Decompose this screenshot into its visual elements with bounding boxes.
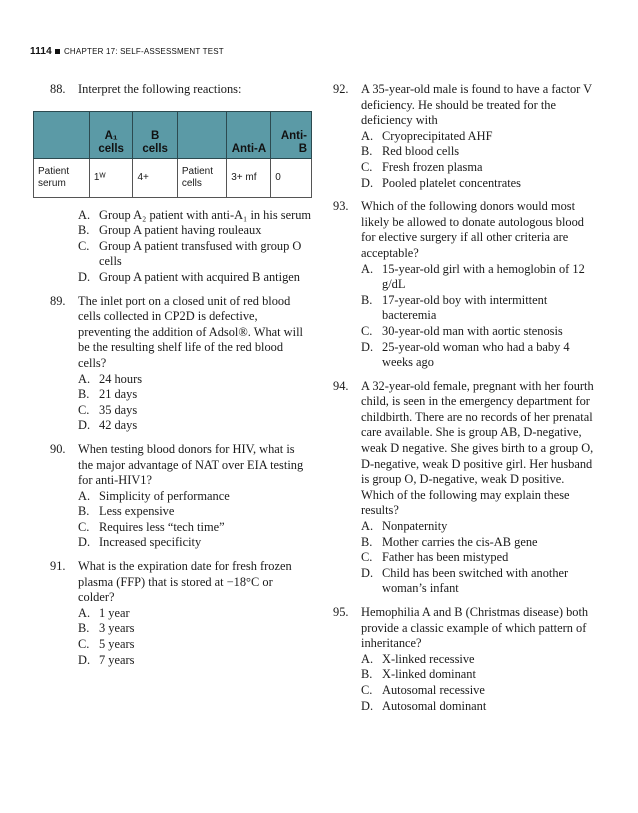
answer-option: [50, 637, 312, 653]
option-letter: D.: [78, 269, 91, 284]
option-text: 21 days: [99, 387, 138, 402]
option-text: 5 years: [99, 637, 135, 652]
bullet-square-icon: [55, 49, 60, 54]
table-header-cell: [34, 111, 90, 158]
option-text: Cryoprecipitated AHF: [382, 128, 493, 143]
question-item: [50, 442, 312, 551]
option-letter: D.: [361, 339, 374, 354]
table-cell: Patient cells: [177, 158, 226, 197]
chapter-title: CHAPTER 17: SELF-ASSESSMENT TEST: [63, 47, 224, 56]
answer-option: [50, 606, 312, 622]
option-text: 1 year: [99, 605, 130, 620]
option-letter: D.: [361, 175, 374, 190]
answer-option: [333, 144, 598, 160]
option-letter: C.: [78, 238, 90, 253]
question-text: Which of the following donors would most likely be allowed to donate autologous blood for elective surgery if all other criteria are acceptable?: [361, 199, 584, 260]
option-letter: C.: [78, 402, 90, 417]
question-item: [333, 199, 598, 371]
right-column: [333, 82, 598, 722]
option-text: Simplicity of performance: [99, 488, 230, 503]
answer-option: [333, 340, 598, 371]
option-text: Nonpaternity: [382, 519, 448, 534]
answer-option: [50, 403, 312, 419]
option-text: Autosomal recessive: [382, 682, 485, 697]
option-letter: A.: [361, 128, 374, 143]
answer-option: [333, 160, 598, 176]
question-item: [50, 294, 312, 434]
question-number: 93.: [333, 199, 349, 214]
option-letter: B.: [361, 534, 373, 549]
option-letter: B.: [78, 223, 90, 238]
option-letter: C.: [361, 323, 373, 338]
table-header-row: [34, 111, 312, 158]
answer-option: [333, 535, 598, 551]
table-header-cell: A₁ cells: [89, 111, 133, 158]
option-text: 30-year-old man with aortic stenosis: [382, 323, 563, 338]
option-letter: B.: [78, 504, 90, 519]
table-row: [34, 158, 312, 197]
table-cell: 4+: [133, 158, 177, 197]
option-letter: C.: [361, 550, 373, 565]
question-text: Interpret the following reactions:: [78, 82, 242, 96]
option-text: Requires less “tech time”: [99, 519, 225, 534]
option-text: X-linked recessive: [382, 651, 475, 666]
option-text: 25-year-old woman who had a baby 4 weeks ago: [382, 339, 570, 370]
question-stem: [50, 442, 312, 489]
answer-option: [333, 667, 598, 683]
option-letter: B.: [78, 621, 90, 636]
option-text: 3 years: [99, 621, 135, 636]
answer-option: [50, 223, 312, 239]
option-letter: A.: [361, 651, 374, 666]
question-text: Hemophilia A and B (Christmas disease) both provide a classic example of which pattern of inheritance?: [361, 605, 589, 651]
answer-option: [50, 387, 312, 403]
question-number: 94.: [333, 378, 349, 393]
question-item: [50, 559, 312, 668]
option-text: Less expensive: [99, 504, 175, 519]
option-letter: C.: [78, 637, 90, 652]
table-header-cell: Anti-B: [271, 111, 312, 158]
option-text: Mother carries the cis-AB gene: [382, 534, 538, 549]
answer-option: [333, 652, 598, 668]
table-cell: 3+ mf: [227, 158, 271, 197]
table-header-cell: [177, 111, 226, 158]
question-stem: [333, 199, 598, 261]
option-letter: C.: [78, 519, 90, 534]
option-text: Group A patient transfused with group O cells: [99, 238, 302, 269]
question-item: [333, 605, 598, 714]
answer-option: [333, 176, 598, 192]
option-text: 7 years: [99, 652, 135, 667]
option-letter: A.: [78, 207, 91, 222]
option-text: 15-year-old girl with a hemoglobin of 12 g/dL: [382, 261, 585, 292]
answer-option: [333, 324, 598, 340]
option-text: Autosomal dominant: [382, 698, 487, 713]
option-letter: A.: [361, 519, 374, 534]
option-letter: D.: [78, 535, 91, 550]
option-letter: B.: [361, 292, 373, 307]
answer-option: [333, 519, 598, 535]
answer-option: [50, 489, 312, 505]
answer-option: [50, 520, 312, 536]
answer-option: [50, 621, 312, 637]
answer-option: [50, 535, 312, 551]
question-text: The inlet port on a closed unit of red blood cells collected in CP2D is defective, preventing the addition of Adsol®. What will be the resulting shelf life of the red blood cells?: [78, 293, 303, 370]
answer-option: [333, 566, 598, 597]
answer-option: [50, 653, 312, 669]
option-text: Increased specificity: [99, 535, 202, 550]
option-letter: B.: [78, 387, 90, 402]
question-number: 91.: [50, 559, 66, 574]
option-text: 17-year-old boy with intermittent bacteremia: [382, 292, 548, 323]
question-number: 89.: [50, 293, 66, 308]
answer-option: [333, 262, 598, 293]
option-text: 35 days: [99, 402, 138, 417]
option-text: 24 hours: [99, 371, 143, 386]
question-stem: [50, 294, 312, 372]
question-stem: [333, 605, 598, 652]
question-number: 90.: [50, 441, 66, 456]
option-letter: B.: [361, 144, 373, 159]
question-text: A 35-year-old male is found to have a factor V deficiency. He should be treated for the deficiency with: [361, 82, 592, 128]
option-letter: A.: [78, 488, 91, 503]
answer-option: [50, 418, 312, 434]
question-stem: [333, 82, 598, 129]
question-text: What is the expiration date for fresh frozen plasma (FFP) that is stored at −18°C or colder?: [78, 559, 292, 605]
table-cell: Patient serum: [34, 158, 90, 197]
option-text: Child has been switched with another woman’s infant: [382, 565, 569, 596]
table-cell: 1ᵂ: [89, 158, 133, 197]
question-number: 88.: [50, 82, 66, 96]
question-number: 95.: [333, 605, 349, 619]
question-number: 92.: [333, 82, 349, 96]
option-text: Group A patient having rouleaux: [99, 223, 262, 238]
option-text: Group A₂ patient with anti-A₁ in his serum: [99, 207, 312, 222]
option-letter: A.: [78, 605, 91, 620]
table-header-cell: B cells: [133, 111, 177, 158]
option-text: Red blood cells: [382, 144, 460, 159]
option-letter: B.: [361, 667, 373, 682]
answer-option: [50, 208, 312, 224]
option-text: 42 days: [99, 418, 138, 433]
reaction-table: [33, 111, 312, 198]
option-letter: D.: [361, 565, 374, 580]
answer-option: [50, 239, 312, 270]
option-text: Father has been mistyped: [382, 550, 509, 565]
option-text: Group A patient with acquired B antigen: [99, 269, 300, 284]
question-item: [333, 379, 598, 597]
option-text: Pooled platelet concentrates: [382, 175, 521, 190]
question-stem: [333, 379, 598, 519]
question-stem: [50, 559, 312, 606]
answer-option: [333, 683, 598, 699]
option-letter: D.: [78, 418, 91, 433]
table-header-cell: Anti-A: [227, 111, 271, 158]
page-number: 1114: [30, 46, 52, 57]
running-header: [30, 46, 224, 57]
option-letter: D.: [78, 652, 91, 667]
left-column: [38, 82, 312, 676]
question-stem: [50, 82, 312, 98]
option-text: X-linked dominant: [382, 667, 476, 682]
answer-option: [333, 550, 598, 566]
answer-option: [50, 372, 312, 388]
answer-option: [333, 699, 598, 715]
option-letter: A.: [78, 371, 91, 386]
option-letter: A.: [361, 261, 374, 276]
option-letter: C.: [361, 159, 373, 174]
option-text: Fresh frozen plasma: [382, 159, 483, 174]
answer-option: [333, 293, 598, 324]
option-letter: C.: [361, 682, 373, 697]
question-item: [333, 82, 598, 191]
answer-option: [50, 270, 312, 286]
table-cell: 0: [271, 158, 312, 197]
question-text: When testing blood donors for HIV, what is the major advantage of NAT over EIA testing for anti-HIV1?: [78, 441, 304, 488]
question-item: [38, 82, 312, 286]
question-text: A 32-year-old female, pregnant with her fourth child, is seen in the emergency department for childbirth. There are no records of her prenatal care available. She is group AB, D-negative, weak D negative. She gives birth to a group O, D-negative, weak D positive girl. Her husband is group O, D-negative, weak D positive. Which of the following may explain these results?: [361, 378, 594, 518]
answer-option: [333, 129, 598, 145]
answer-option: [50, 504, 312, 520]
option-letter: D.: [361, 698, 374, 713]
